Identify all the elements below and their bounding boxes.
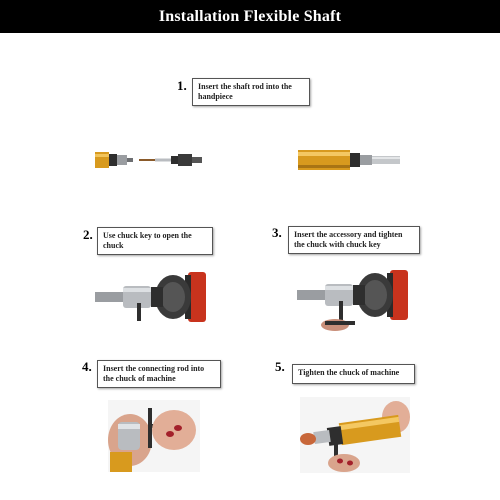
page-title-bar bbox=[0, 0, 500, 33]
step-2-caption: Use chuck key to open the chuck bbox=[97, 227, 213, 255]
step-4-number: 4. bbox=[82, 359, 92, 374]
page-title: Installation Flexible Shaft bbox=[158, 7, 342, 25]
step-3-tighten-chuck-image bbox=[295, 265, 410, 335]
step-4-caption: Insert the connecting rod into the chuck of machine bbox=[97, 360, 221, 388]
step-3-caption: Insert the accessory and tighten the chuck with chuck key bbox=[288, 226, 420, 254]
step-1-number: 1. bbox=[177, 78, 187, 93]
step-2-chuck-key-image bbox=[93, 267, 208, 325]
step-4-connecting-rod-image bbox=[108, 400, 200, 472]
step-5-caption: Tighten the chuck of machine bbox=[292, 364, 415, 384]
step-5-number: 5. bbox=[275, 359, 285, 374]
step-1-shaft-assembled-image bbox=[298, 145, 408, 175]
step-1-caption: Insert the shaft rod into the handpiece bbox=[192, 78, 310, 106]
step-1-shaft-apart-image bbox=[95, 145, 210, 175]
step-3-number: 3. bbox=[272, 225, 282, 240]
step-5-tighten-machine-chuck-image bbox=[300, 397, 410, 473]
step-2-number: 2. bbox=[83, 227, 93, 242]
